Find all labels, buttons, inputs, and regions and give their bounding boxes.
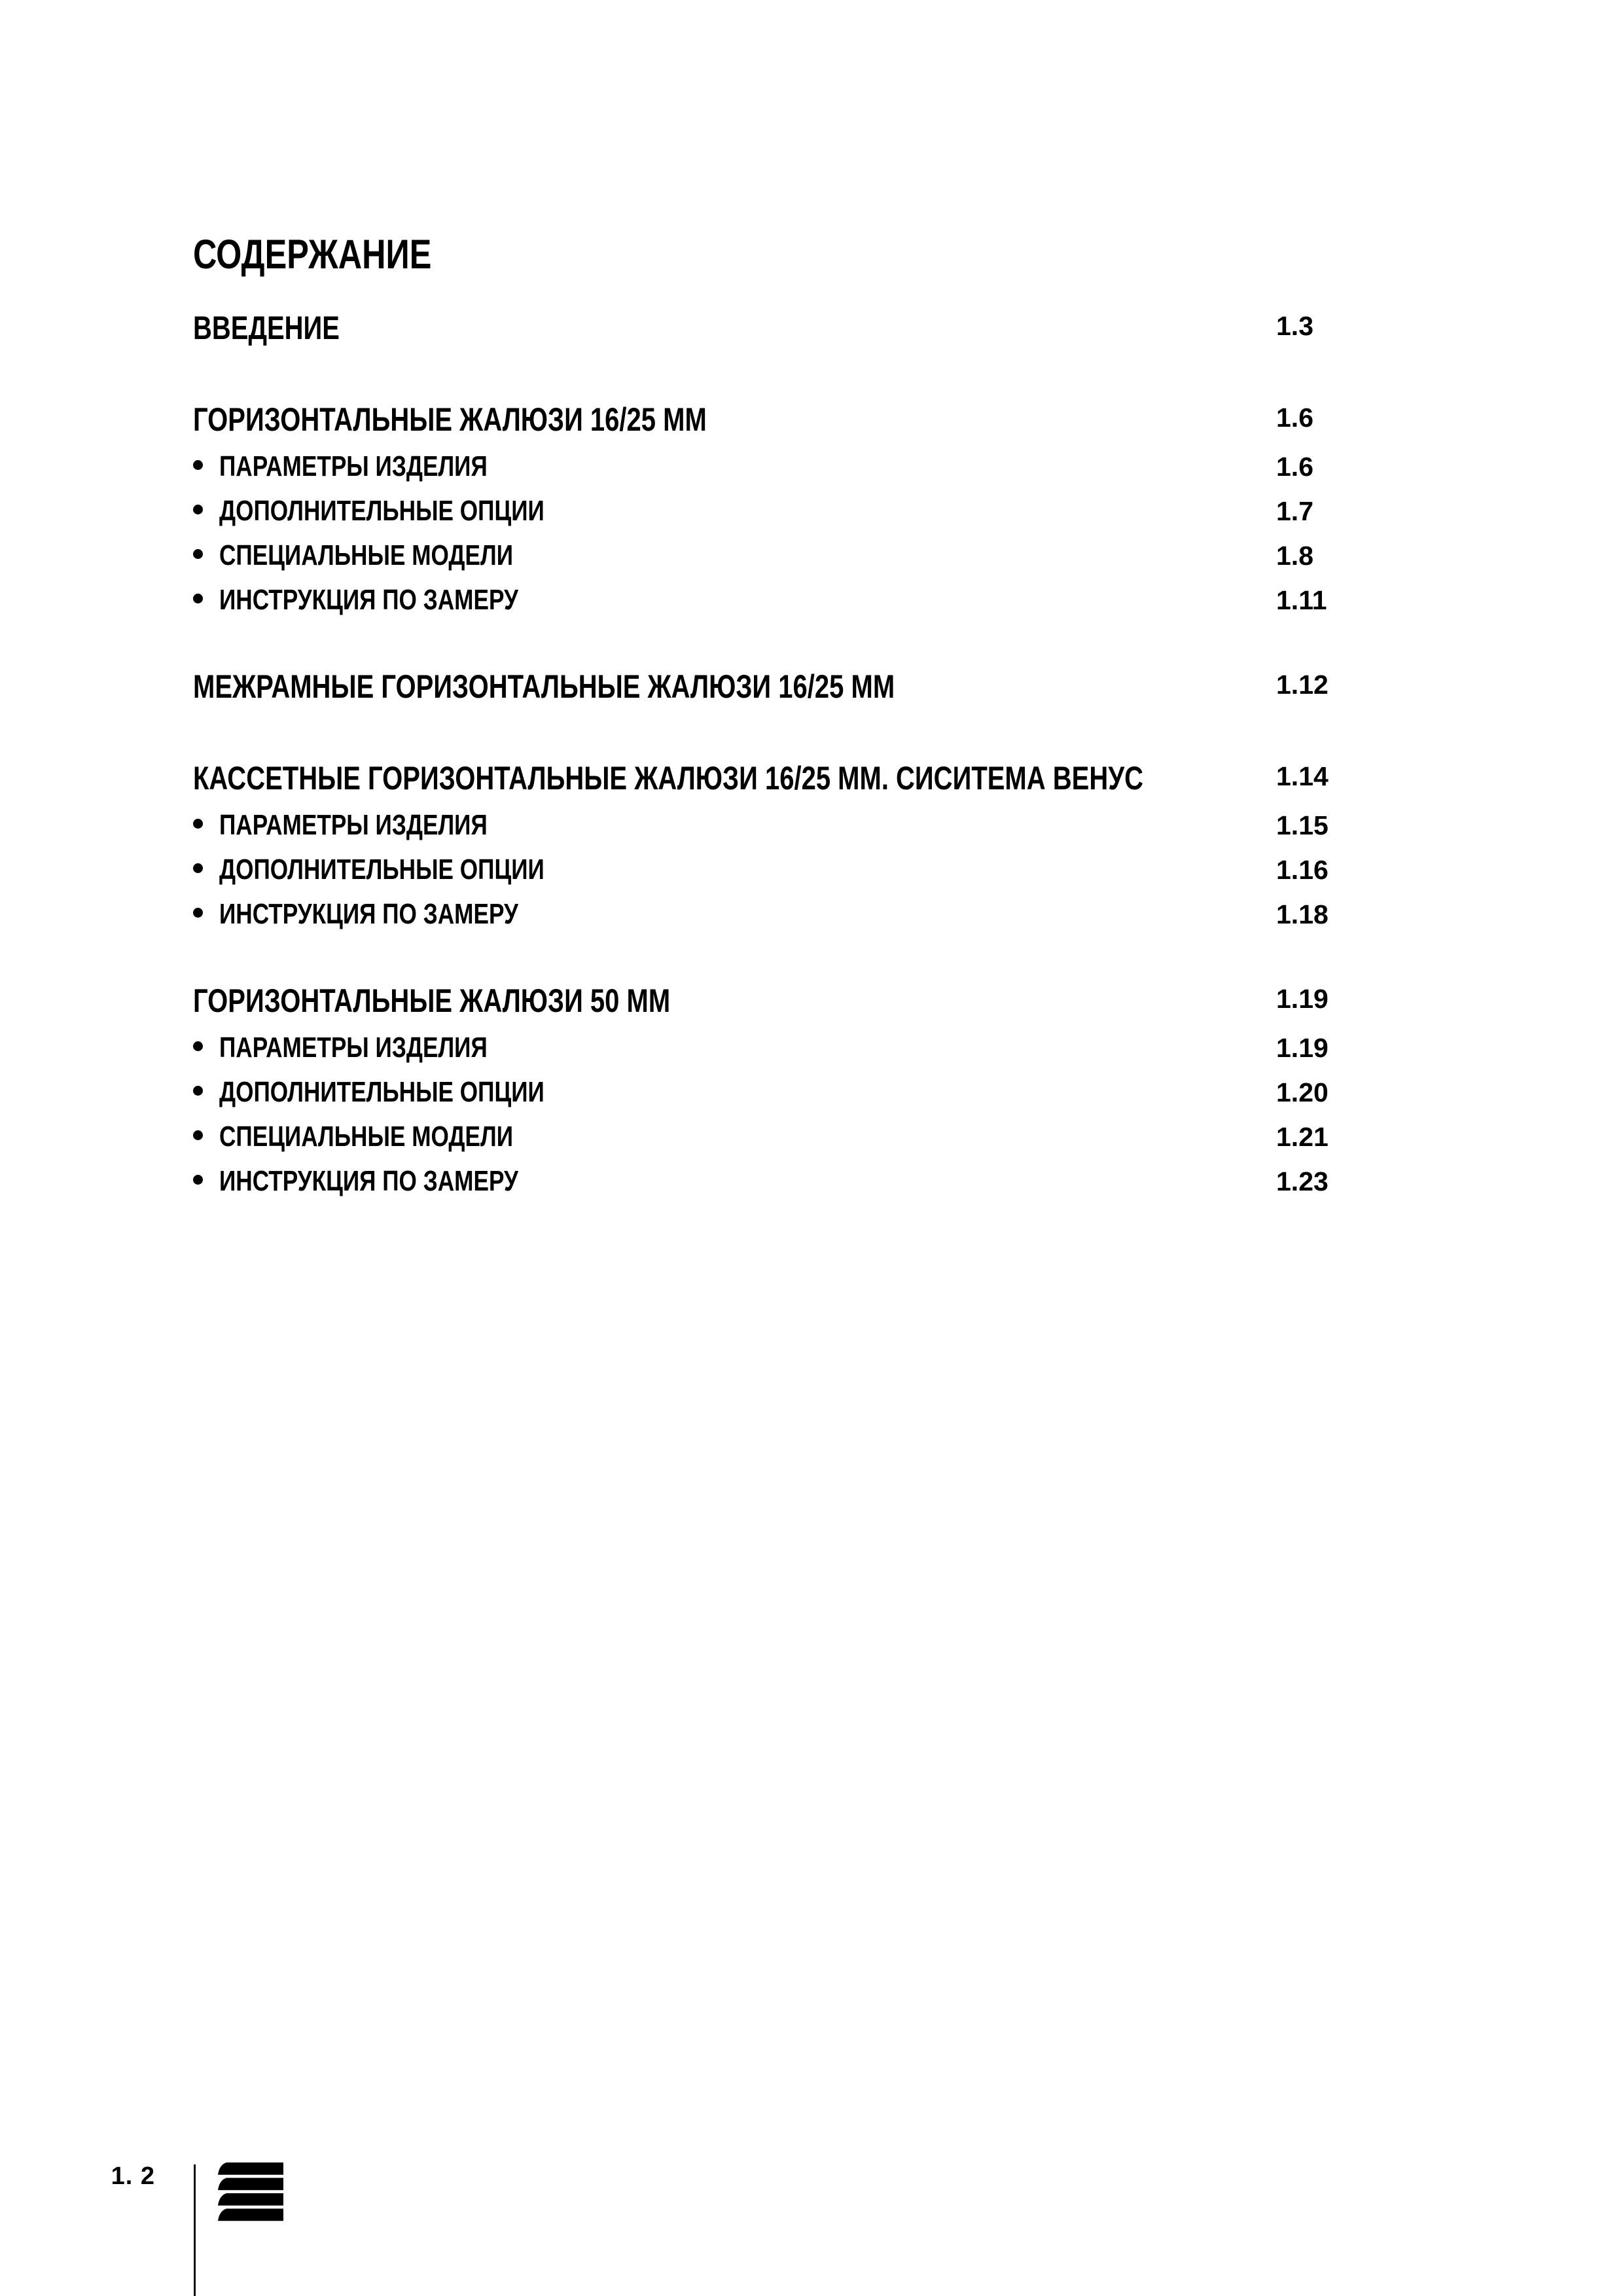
toc-section-heading xyxy=(193,403,1410,436)
toc-label: ГОРИЗОНТАЛЬНЫЕ ЖАЛЮЗИ 50 ММ xyxy=(193,982,671,1019)
page-title xyxy=(193,234,1410,276)
toc-subitem xyxy=(193,541,1410,570)
bullet-dot xyxy=(193,1041,203,1051)
footer-page-number: 1. 2 xyxy=(111,2162,155,2190)
bullet-dot xyxy=(193,549,203,559)
toc-subitem xyxy=(193,900,1410,929)
toc-subitem xyxy=(193,497,1410,526)
toc-page-number: 1.6 xyxy=(1276,403,1313,433)
footer-divider-line xyxy=(194,2164,196,2296)
toc-page-number: 1.19 xyxy=(1276,1033,1329,1063)
toc-page-number: 1.6 xyxy=(1276,452,1313,482)
toc-label: ПАРАМЕТРЫ ИЗДЕЛИЯ xyxy=(219,1031,488,1064)
toc-label: ДОПОЛНИТЕЛЬНЫЕ ОПЦИИ xyxy=(219,495,545,527)
bullet-dot xyxy=(193,505,203,514)
toc xyxy=(193,234,1410,1196)
toc-page-number: 1.11 xyxy=(1276,585,1327,615)
bullet-dot xyxy=(193,908,203,918)
toc-page-number: 1.20 xyxy=(1276,1077,1329,1107)
toc-label: ПАРАМЕТРЫ ИЗДЕЛИЯ xyxy=(219,450,488,482)
toc-page-number: 1.15 xyxy=(1276,810,1329,840)
bullet-dot xyxy=(193,460,203,470)
bullet-dot xyxy=(193,1130,203,1140)
bullet-dot xyxy=(193,863,203,873)
toc-label: ДОПОЛНИТЕЛЬНЫЕ ОПЦИИ xyxy=(219,1076,545,1108)
toc-page-number: 1.12 xyxy=(1276,670,1329,700)
toc-label: ГОРИЗОНТАЛЬНЫЕ ЖАЛЮЗИ 16/25 ММ xyxy=(193,401,707,438)
toc-page-number: 1.21 xyxy=(1276,1122,1329,1152)
page-title-text: СОДЕРЖАНИЕ xyxy=(193,232,432,278)
toc-label: СПЕЦИАЛЬНЫЕ МОДЕЛИ xyxy=(219,539,514,571)
toc-subitem xyxy=(193,811,1410,840)
toc-label: ПАРАМЕТРЫ ИЗДЕЛИЯ xyxy=(219,809,488,841)
toc-subitem xyxy=(193,1078,1410,1107)
bullet-dot xyxy=(193,819,203,829)
toc-label: ИНСТРУКЦИЯ ПО ЗАМЕРУ xyxy=(219,1165,519,1197)
toc-section-heading xyxy=(193,762,1410,795)
toc-label: СПЕЦИАЛЬНЫЕ МОДЕЛИ xyxy=(219,1121,514,1153)
toc-page-number: 1.3 xyxy=(1276,311,1313,341)
toc-label: ДОПОЛНИТЕЛЬНЫЕ ОПЦИИ xyxy=(219,853,545,886)
toc-subitem xyxy=(193,855,1410,884)
toc-label: ИНСТРУКЦИЯ ПО ЗАМЕРУ xyxy=(219,584,519,616)
toc-page-number: 1.16 xyxy=(1276,855,1329,885)
bullet-dot xyxy=(193,1175,203,1185)
bullet-dot xyxy=(193,594,203,603)
toc-subitem xyxy=(193,586,1410,615)
toc-label: ВВЕДЕНИЕ xyxy=(193,310,340,346)
toc-page-number: 1.23 xyxy=(1276,1166,1329,1196)
toc-label: ИНСТРУКЦИЯ ПО ЗАМЕРУ xyxy=(219,898,519,930)
toc-subitem xyxy=(193,452,1410,481)
toc-page-number: 1.19 xyxy=(1276,984,1329,1014)
bullet-dot xyxy=(193,1086,203,1096)
toc-subitem xyxy=(193,1122,1410,1151)
toc-section-heading xyxy=(193,670,1410,703)
toc-section-heading xyxy=(193,312,1410,344)
toc-label: КАССЕТНЫЕ ГОРИЗОНТАЛЬНЫЕ ЖАЛЮЗИ 16/25 ММ. СИСИТЕМА ВЕНУС xyxy=(193,760,1143,797)
toc-page-number: 1.18 xyxy=(1276,899,1329,929)
toc-label: МЕЖРАМНЫЕ ГОРИЗОНТАЛЬНЫЕ ЖАЛЮЗИ 16/25 ММ xyxy=(193,668,895,705)
toc-subitem xyxy=(193,1167,1410,1196)
toc-page-number: 1.14 xyxy=(1276,761,1329,791)
toc-page-number: 1.7 xyxy=(1276,496,1313,526)
toc-section-heading xyxy=(193,984,1410,1017)
toc-page-number: 1.8 xyxy=(1276,541,1313,571)
blinds-logo-icon xyxy=(218,2162,283,2224)
toc-subitem xyxy=(193,1033,1410,1062)
